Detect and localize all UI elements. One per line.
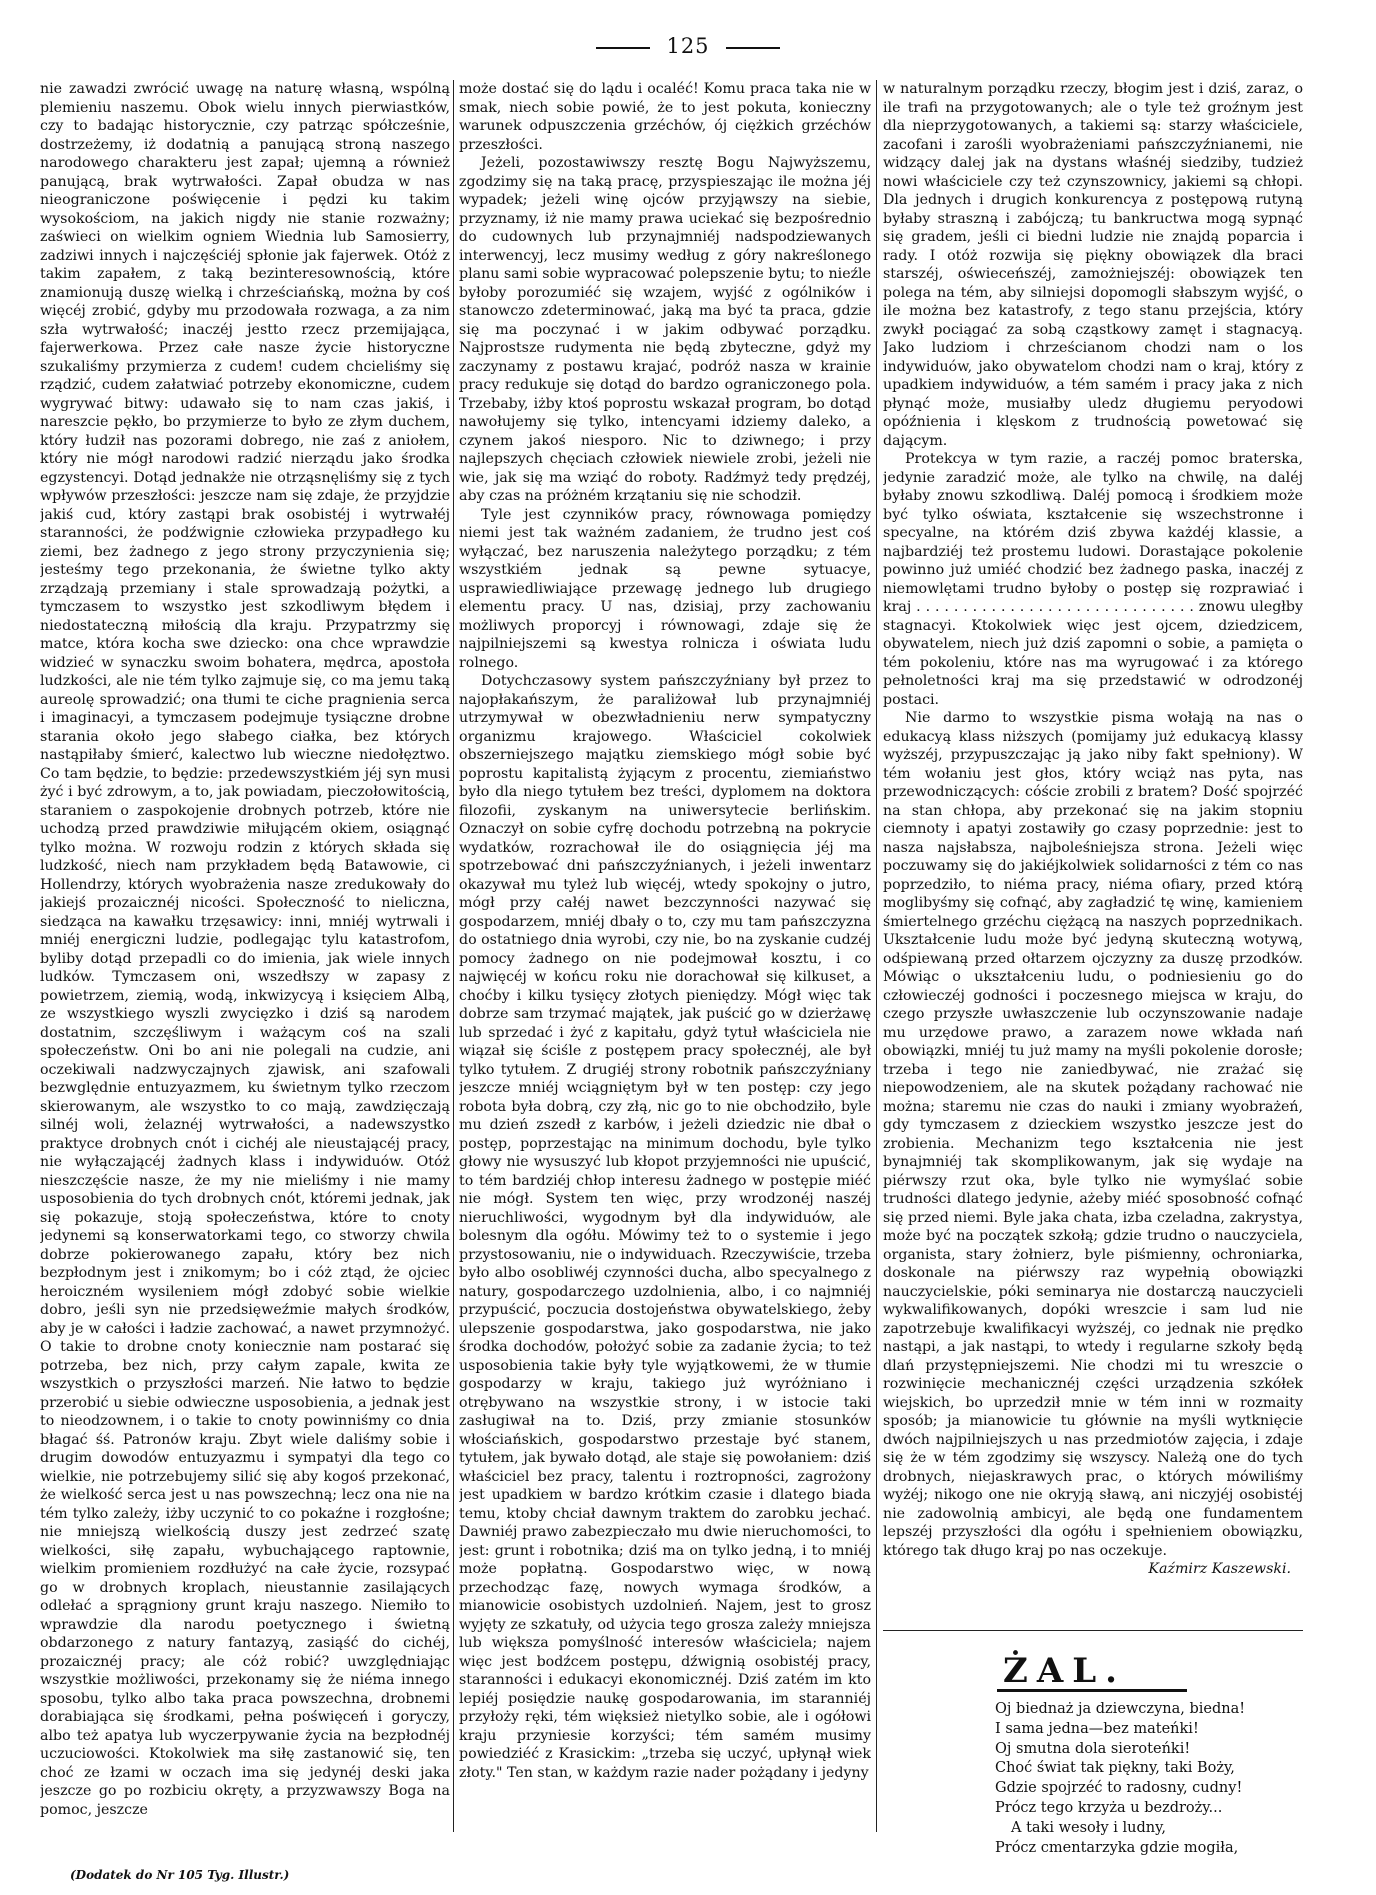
article-paragraph: Nie darmo to wszystkie pisma wołają na nas o edukacyą klass niższych (pomijamy już edukacyą klassy wyższéj, przypuszczając ją jako niby fakt spełniony). W tém wołaniu jest głos, który wciąż nas pyta, nas przewodniczących: cóście zrobili z bratem? Dość spojrzéć na stan chłopa, aby przekonać się na jakim stopniu ciemnoty i apatyi zostawiły go czasy poprzednie: jest to nasza najsłabsza, najboleśniejsza strona. Jeżeli więc poczuwamy się do jakiéjkolwiek solidarności z tém co nas poprzedziło, to niéma pracy, niéma ofiary, przed którą moglibyśmy się cofnąć, aby zagładzić tę winę, kamieniem śmiertelnego grzéchu ciężącą na naszych poprzednikach. Ukształcenie ludu może być jedyną skuteczną wotywą, odśpiewaną przed ołtarzem ojczyzny za duszę przodków. Mówiąc o ukształceniu ludu, o podniesieniu go do człowieczéj godności i poczesnego miejsca w kraju, do czego przyszłe uwłaszczenie lub oczynszowanie nadaje mu urzędowe prawo, a zarazem nowe wkłada nań obowiązki, mniéj tu już mamy na myśli pokolenie dorosłe; trzeba i tego nie zaniedbywać, nie zrażać się niepowodzeniem, ale na skutek pożądany rachować nie można; staremu nie czas do nauki i zmiany wyobrażeń, gdy tymczasem z dzieckiem wszystko jeszcze jest do zrobienia. Mechanizm tego kształcenia nie jest bynajmniéj tak skomplikowanym, jak się wydaje na piérwszy rzut oka, byle tylko nie wymyślać sobie trudności dlatego jedynie, ażeby miéć sposobność cofnąć się przed niemi. Byle jaka chata, izba czeladna, zakrystya, może być na początek szkołą; gdzie trudno o nauczyciela, organista, stary żołnierz, byle piśmienny, ochroniarka, doskonale na piérwszy raz wypełnią obowiązki nauczycielskie, póki seminarya nie dostarczą nauczycieli wykwalifikowanych, dopóki wreszcie i sam lud nie zapotrzebuje kwalifikacyi wyższéj, co jednak nie prędko nastąpi, a jak nastąpi, to wtedy i regularne szkoły będą dlań przystępniejszemi. Nie chodzi mi tu wreszcie o rozwinięcie mechanicznéj części urządzenia szkółek wiejskich, bo uprzedził mnie w tém inni w rozmaity sposób; ja mianowicie tu głównie na myśli wytknięcie dwóch najpilniejszych u nas przedmiotów zajęcia, i zdaje się że w tém zgodzimy się wszyscy. Należą one do tych drobnych, niejaskrawych prac, o których mówiliśmy wyżéj; nikogo one nie okryją sławą, ani niczyjéj osobistéj nie zadowolnią ambicyi, ale będą one fundamentem lepszéj przyszłości dla ogółu i spełnieniem obowiązku, którego tak długo kraj po nas oczekuje. bbox=[883, 710, 1303, 1559]
poem-line: Prócz cmentarzyka gdzie mogiła, bbox=[995, 1839, 1239, 1856]
article-paragraph: nie zawadzi zwrócić uwagę na naturę własną, wspólną plemieniu naszemu. Obok wielu innych pierwiastków, czy to badając historycznie, czy patrząc spółcześnie, dostrzeżemy, iż dodatnią a panującą stroną naszego narodowego charakteru jest zapał; ujemną a również panującą, brak wytrwałości. Zapał obudza w nas nieograniczone poświęcenie i pędzi ku takim wysokościom, na jakich nigdy nie stanie rozważny; zaświeci on wielkim ogniem Wiednia lub Samosierry, zadziwi innych i najczęściéj spłonie jak fajerwek. Otóż z takim zapałem, z taką bezinteresownością, które znamionują duszę wielką i chrześciańską, można by coś więcéj zrobić, gdyby mu przodowała rozwaga, a za nim szła wytrwałość; inaczéj jestto rzecz przemijająca, fajerwerkowa. Przez całe nasze życie historyczne szukaliśmy przymierza z cudem! cudem chcieliśmy się rządzić, cudem załatwiać potrzeby ekonomiczne, cudem wygrywać bitwy: udawało się to nam czas jakiś, i nareszcie pękło, bo przymierze to było ze złym duchem, który łudził nas pozorami dobrego, nie zaś z aniołem, który nie mógł narodowi radzić nierządu jako środka egzystencyi. Dotąd jednakże nie otrząsnęliśmy się z tych wpływów przeszłości: jeszcze nam się zdaje, że przyjdzie jakiś cud, który zastąpi brak osobistéj i wytrwałéj staranności, że podźwignie człowieka przypadłego ku ziemi, bez żadnego z jego strony przyczynienia się; jesteśmy tego przekonania, że świetne tylko akty zrządzają przemiany i stale sprowadzają pożytki, a tymczasem to wszystko jest szkodliwym błędem i niedostateczną miłością dla kraju. Przypatrzmy się matce, która kocha swe dziecko: ona chce wprawdzie widzieć w synaczku swoim bohatera, mędrca, apostoła ludzkości, ale nie tém tylko zajmuje się, co ma jemu taką aureolę sprowadzić; ona tłumi te ciche pragnienia serca i imaginacyi, a tymczasem podejmuje tysiączne drobne starania około jego słabego ciałka, bez których nastąpiłaby śmierć, kalectwo lub wieczne niedołęztwo. Co tam będzie, to będzie: przedewszystkiém jéj syn musi żyć i być zdrowym, a to, jak powiadam, pieczołowitością, staraniem o zaspokojenie drobnych potrzeb, które nie uchodzą przed prawdziwie miłującém okiem, osiągnąć tylko można. W rozwoju rodzin z których składa się ludzkość, niech nam przykładem będą Batawowie, ci Hollendrzy, których wyobrażenia nasze zredukowały do jakiejś prozaicznéj nicości. Społeczność to nieliczna, siedząca na kawałku trzęsawicy: inni, mniéj wytrwali i mniéj energiczni ludzie, podlegając tylu katastrofom, byliby dotąd przepadli co do imienia, jak wiele innych ludków. Tymczasem oni, wszedłszy w zapasy z powietrzem, ziemią, wodą, inkwizycyą i księciem Albą, ze wszystkiego wyszli zwycięzko i dziś są narodem dostatnim, szczęśliwym i ważącym coś na szali społeczeństw. Oni bo ani nie polegali na cudzie, ani oczekiwali nadzwyczajnych zjawisk, ani szafowali bezwględnie entuzyazmem, ku świetnym tylko rzeczom skierowanym, ale wszystko to co mają, zawdzięczają silnéj woli, żelaznéj wytrwałości, a nadewszystko praktyce drobnych cnót i cichéj ale nieustającéj pracy, nie wyłączającéj żadnych klass i indywiduów. Otóż nieszczęście nasze, że my nie mieliśmy i nie mamy usposobienia do tych drobnych cnót, któremi jednak, jak się pokazuje, stoją społeczeństwa, które to cnoty jedynemi są konserwatorkami tego, co stworzy chwila dobrze pokierowanego zapału, który bez nich bezpłodnym jest i znikomym; bo i cóż ztąd, że ojciec heroiczném wysileniem mógł zdobyć sobie wielkie dobro, jeśli syn nie przedsięweźmie małych środków, aby je w całości i ładzie zachować, a nawet przymnożyć. O takie to drobne cnoty koniecznie nam postarać się potrzeba, bez nich, przy całym zapale, kwita ze wszystkich o przyszłości marzeń. Nie łatwo to będzie przerobić u siebie odwieczne usposobienia, a jednak jest to nieodzownem, i o takie to cnoty powinniśmy co dnia błagać śś. Patronów kraju. Zbyt wiele daliśmy sobie i drugim dowodów entuzyazmu i sympatyi dla tego co wielkie, nie potrzebujemy silić się aby kogoś przekonać, że wielkość serca jest u nas powszechną; lecz ona nie na tém tylko zależy, iżby uczynić to co pokaźne i rozgłośne; nie mniejszą wielkością duszy jest zedrzeć szatę wielkości, siłę zapału, wybuchającego raptownie, wielkim promieniem rozdłużyć na całe życie, rozsypać go w drobnych kroplach, nieustannie zasilających odlełać a sprągniony grunt kraju naszego. Niemiło to wprawdzie dla narodu poetycznego i świetną obdarzonego z natury fantazyą, zasiąść do cichéj, prozaicznéj pracy; ale cóż robić? uwzględniając wszystkie możliwości, przekonamy się że niéma innego sposobu, tylko albo taka praca powszechna, drobnemi dorabiająca się środkami, pełna poświęceń i goryczy, albo też apatya lub wyczerpywanie życia na bezpłodnéj uczuciowości. Ktokolwiek ma siłę zastanowić się, ten choć ze łzami w oczach ima się jedynéj deski jaka jeszcze go po rozbiciu okręty, a przyzwawszy Boga na pomoc, jeszcze bbox=[40, 81, 450, 1818]
article-paragraph: Tyle jest czynników pracy, równowaga pomiędzy niemi jest tak ważném zadaniem, że trudno jest coś wyłączać, bez naruszenia należytego porządku; z tém wszystkiém jednak są pewne sytuacye, usprawiedliwiające przewagę jednego lub drugiego elementu pracy. U nas, dzisiaj, przy zachowaniu możliwych proporcyj i równowagi, zdaje się że najpilniejszemi są kwestya rolnicza i oświata ludu rolnego. bbox=[459, 506, 871, 671]
poem-title bbox=[1003, 1651, 1303, 1692]
poem-line: I sama jedna—bez mateńki! bbox=[995, 1720, 1199, 1737]
article-signature: Kaźmirz Kaszewski. bbox=[1148, 1561, 1291, 1577]
page-number-right-dash bbox=[726, 47, 780, 49]
poem-line: A taki wesoły i ludny, bbox=[1011, 1819, 1166, 1836]
poem-line: Oj biednaż ja dziewczyna, biedna! bbox=[995, 1701, 1246, 1717]
page-number bbox=[0, 34, 1376, 58]
article-paragraph: Jeżeli, pozostawiwszy resztę Bogu Najwyższemu, zgodzimy się na taką pracę, przyspieszając ile można jéj wypadek; jeżeli winę ojców przyjąwszy na siebie, przyznamy, iż nie mamy prawa uciekać się bezpośrednio do cudownych lub przynajmniéj nadspodziewanych interwencyj, lecz musimy według z góry nakreślonego planu sami sobie wypracować polepszenie bytu; to nieźle byłoby porozumiéć się wzajem, wyjść z ogólników i stanowczo zdeterminować, jaką ma być ta praca, gdzie się ma poczynać i w jakim odbywać porządku. Najprostsze rudymenta nie będą zbyteczne, gdyż my zaczynamy z postawu krajać, podróż nasza w krainie pracy redukuje się dotąd do bardzo ograniczonego pola. Trzebaby, iżby ktoś poprostu wskazał program, bo dotąd nawołujemy się tylko, intencyami idziemy daleko, a czynem jakoś niesporo. Nic to dziwnego; i przy najlepszych chęciach człowiek niewiele zrobi, jeżeli nie wie, jak się ma wziąć do roboty. Radźmyż tedy prędzéj, aby czas na próżném krzątaniu się nie schodził. bbox=[459, 155, 871, 504]
article-column-2 bbox=[459, 80, 871, 1800]
poem-line: Prócz tego krzyża u bezdroży... bbox=[995, 1799, 1223, 1816]
page-number-text: 125 bbox=[666, 34, 710, 58]
poem-title-text: ŻAL. bbox=[1003, 1651, 1126, 1691]
poem-line: Oj smutna dola sieroteńki! bbox=[995, 1740, 1191, 1757]
poem-body bbox=[995, 1700, 1303, 1858]
poem-line: Choć świat tak piękny, taki Boży, bbox=[995, 1760, 1235, 1777]
article-paragraph: Protekcya w tym razie, a raczéj pomoc braterska, jedynie zaradzić może, ale tylko na chwilę, na daléj byłaby znowu szkodliwą. Daléj pomocą i środkiem może być tylko oświata, kształcenie się wszechstronne i specyalne, na którém dziś zbywa każdéj klassie, a najbardziéj też prostemu ludowi. Dorastające pokolenie powinno już umiéć chodzić bez żadnego paska, inaczéj z niemowlętami trudno byłoby o postęp się rozprawiać i kraj . . . . . . . . . . . . . . . . . . . . . . . . . . . . . . znowu uległby stagnacyi. Ktokolwiek więc jest ojcem, dziedzicem, obywatelem, niech już dziś zapomni o sobie, a pamięta o tém pokoleniu, które nas ma wyrugować i za którego pełnoletności kraj ma się przedstawić w odrodzonéj postaci. bbox=[883, 451, 1303, 708]
poem-section bbox=[883, 1630, 1303, 1858]
article-paragraph: może dostać się do lądu i ocaléć! Komu praca taka nie w smak, niech sobie powié, że to jest pokuta, konieczny warunek odpuszczenia grzéchów, ój ciężkich grzéchów przeszłości. bbox=[459, 81, 871, 153]
article-paragraph: Dotychczasowy system pańszczyźniany był przez to najopłakańszym, że paraliżował lub przynajmniéj utrzymywał w obezwładnieniu nerw sympatyczny organizmu krajowego. Właściciel cokolwiek obszerniejszego majątku ziemskiego mógł sobie być poprostu kapitalistą żyjącym z procentu, ziemiaństwo było dla niego tytułem bez treści, dyplomem na doktora filozofii, zyskanym na uniwersytecie berlińskim. Oznaczył on sobie cyfrę dochodu potrzebną na pokrycie wydatków, rozrachował ile do osiągnięcia jéj ma spotrzebować dni pańszczyźnianych, i jeżeli inwentarz okazywał mu tyleż lub więcéj, wtedy spokojny o jutro, mógł przy całéj nawet bezczynności nazywać się gospodarzem, mniéj dbały o to, czy mu tam pańszczyzna do ostatniego dnia wyrobi, czy nie, bo na zyskanie cudzéj pomocy żadnego on nie podejmował kosztu, i co najwięcéj w końcu roku nie dorachował się kilkuset, a choćby i kilku tysięcy złotych pieniędzy. Mógł więc tak dobrze sam trzymać majątek, jak puścić go w dzierżawę lub sprzedać i żyć z kapitału, gdyż tytuł właściciela nie wiązał się ściśle z postępem pracy społecznéj, ale był tylko tytułem. Z drugiéj strony robotnik pańszczyźniany jeszcze mniéj wciągniętym był w ten postęp: czy jego robota była dobrą, czy złą, nic go to nie obchodziło, byle mu dzień zszedł z karbów, i jeżeli dziedzic nie dbał o postęp, poprzestając na minimum dochodu, byle tylko głowy nie wysuszyć lub kłopot przyjemności nie upuścić, to tém bardziéj chłop interesu żadnego w postępie miéć nie mógł. System ten więc, przy wrodzonéj naszéj nieruchliwości, wygodnym był dla indywiduów, ale bolesnym dla ogółu. Mówimy też to o systemie i jego przystosowaniu, nie o indywiduach. Rzeczywiście, trzeba było albo osobliwéj czynności ducha, albo specyalnego z natury, gospodarczego uzdolnienia, albo, i co najmniéj przypuścić, poczucia dostojeństwa obywatelskiego, żeby ulepszenie gospodarstwa, jako gospodarstwa, nie jako środka dochodów, położyć sobie za zadanie życia; to też usposobienia takie były tyle wyjątkowemi, że w tłumie gospodarzy w kraju, takiego już wyróżniano i otrębywano na wszystkie strony, i w istocie taki zasługiwał na to. Dziś, przy zmianie stosunków włościańskich, gospodarstwo przestaje być stanem, tytułem, jak bywało dotąd, ale staje się powołaniem: dziś właściciel bez pracy, talentu i roztropności, zagrożony jest upadkiem w bardzo krótkim czasie i dlatego biada temu, ktoby chciał dawnym traktem do zarobku jechać. Dawniéj prawo zabezpieczało mu dwie nieruchomości, to jest: grunt i robotnika; dziś ma on tylko jedną, i to mniéj może popłatną. Gospodarstwo więc, w nową przechodząc fazę, nowych wymaga środków, a mianowicie osobistych uzdolnień. Najem, jest to grosz wyjęty ze szkatuły, od użycia tego grosza zależy mniejsza lub większa pomyślność interesów właściciela; najem więc jest bodźcem postępu, dźwignią osobistéj pracy, staranności i edukacyi ekonomicznéj. Dziś zatém im kto lepiéj posiędzie naukę gospodarowania, im staranniéj przyłoży ręki, tém więksież nietylko sobie, ale i ogółowi kraju przyniesie korzyści; tém samém musimy powiedziéć z Krasickim: „trzeba się uczyć, upłynął wiek złoty." Ten stan, w każdym razie nader pożądany i jedyny bbox=[459, 673, 871, 1781]
poem-top-rule bbox=[883, 1630, 1303, 1631]
poem-line: Gdzie spojrzéć to radosny, cudny! bbox=[995, 1780, 1243, 1797]
column-divider-left bbox=[453, 80, 454, 1832]
article-column-1 bbox=[40, 80, 450, 1828]
page-number-left-dash bbox=[596, 47, 650, 49]
column-divider-right bbox=[876, 80, 877, 1832]
article-column-3 bbox=[883, 80, 1303, 1625]
supplement-footer-note: (Dodatek do Nr 105 Tyg. Illustr.) bbox=[70, 1868, 290, 1882]
article-paragraph: w naturalnym porządku rzeczy, błogim jest i dziś, zaraz, o ile trafi na przygotowanych; ale o tyle też groźnym jest dla nieprzygotowanych, a takiemi są: starzy właściciele, zacofani i zarośli wyobrażeniami pańszczyźnianemi, nie widzący dalej jak na dystans właśnéj siedziby, tudzież nowi właściciele czy też czynszownicy, jakiemi są chłopi. Dla jednych i drugich konkurencya z postępową rutyną byłaby straszną i zabójczą; tu bankructwa mogą sypnąć się gradem, jeśli ci biedni ludzie nie znajdą poparcia i rady. I otóż rozwija się piękny obowiązek dla braci starszéj, oświeceńszéj, zamożniejszéj: obowiązek ten polega na tém, aby silniejsi dopomogli słabszym wyjść, o ile można bez katastrofy, z tego stanu przejścia, który zwykł pociągać za sobą cząstkowy zamęt i stagnacyą. Jako ludziom i chrześcianom chodzi nam o los indywiduów, jako obywatelom chodzi nam o kraj, który z upadkiem indywiduów, a tém samém i pracy jaka z nich płynąć może, musiałby uledz długiemu peryodowi opóźnienia i klęskom z trudnością powetować się dającym. bbox=[883, 81, 1303, 449]
